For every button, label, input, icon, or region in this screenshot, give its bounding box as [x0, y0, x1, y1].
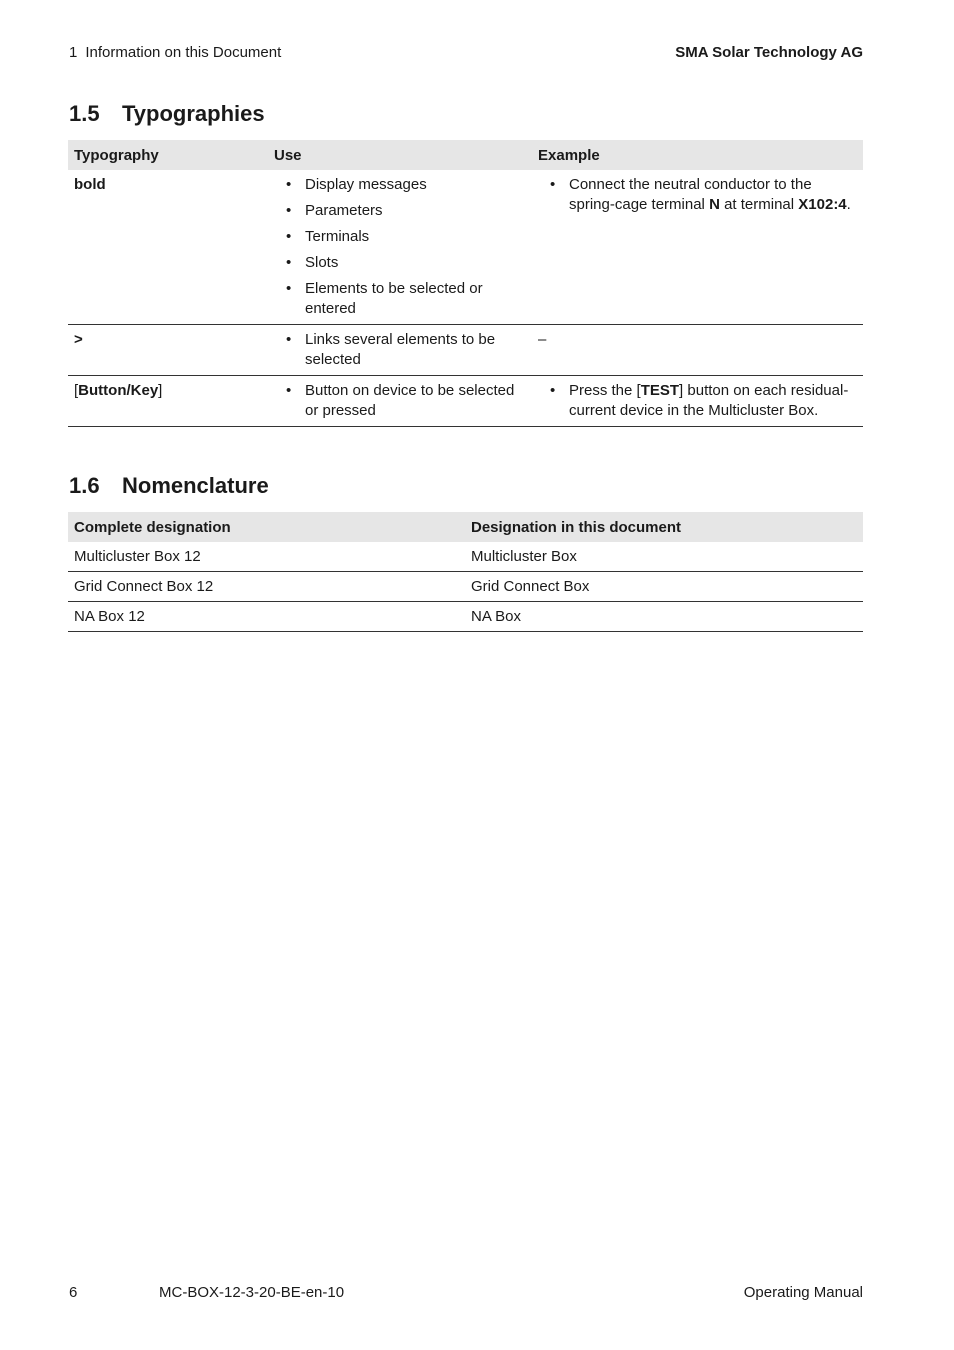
- column-header: Designation in this document: [465, 512, 863, 542]
- typographies-table: [68, 140, 863, 427]
- typography-cell: bold: [68, 170, 268, 325]
- document-designation-cell: Grid Connect Box: [465, 572, 863, 602]
- example-bold-text: X102:4: [798, 196, 847, 213]
- example-cell: [532, 170, 863, 325]
- example-text: .: [846, 196, 851, 213]
- section-title: Typographies: [122, 101, 265, 126]
- column-header: Complete designation: [68, 512, 465, 542]
- use-list: [274, 381, 526, 421]
- nomenclature-table: [68, 512, 863, 632]
- page-number: 6: [69, 1284, 78, 1301]
- complete-designation-cell: Multicluster Box 12: [68, 542, 465, 572]
- chapter-number: 1: [69, 44, 78, 61]
- example-text: Press the [: [569, 382, 641, 399]
- typography-bold-text: Button/Key: [78, 382, 159, 399]
- document-designation-cell: NA Box: [465, 602, 863, 632]
- example-bold-text: N: [709, 196, 720, 213]
- list-item: [569, 175, 857, 215]
- section-heading-nomenclature: [69, 473, 269, 499]
- example-text: at terminal: [719, 196, 799, 213]
- section-number: 1.5: [69, 101, 100, 126]
- list-item: • Terminals: [305, 227, 526, 247]
- typography-cell: >: [68, 325, 268, 376]
- use-cell: [268, 376, 532, 427]
- column-header: Typography: [68, 140, 268, 170]
- list-item: • Links several elements to be selected: [305, 330, 526, 370]
- page-footer: [69, 1284, 863, 1304]
- example-text: Connect the neutral conductor to the spring-cage terminal: [569, 176, 812, 213]
- company-name: SMA Solar Technology AG: [675, 44, 863, 61]
- table-row: [68, 602, 863, 632]
- list-item: • Parameters: [305, 201, 526, 221]
- complete-designation-cell: Grid Connect Box 12: [68, 572, 465, 602]
- document-designation-cell: Multicluster Box: [465, 542, 863, 572]
- table-row: [68, 572, 863, 602]
- column-header: Use: [268, 140, 532, 170]
- bracket-text: [: [74, 382, 79, 399]
- document-code: MC-BOX-12-3-20-BE-en-10: [159, 1284, 345, 1301]
- chapter-title: Information on this Document: [85, 44, 282, 61]
- table-header-row: [68, 140, 863, 170]
- document-type: Operating Manual: [743, 1284, 863, 1301]
- section-title: Nomenclature: [122, 473, 269, 498]
- use-cell: [268, 170, 532, 325]
- typography-cell: [68, 376, 268, 427]
- section-heading-typographies: [69, 101, 265, 127]
- example-list: [538, 381, 857, 421]
- use-list: [274, 330, 526, 370]
- bracket-text: ]: [158, 382, 163, 399]
- example-cell: [532, 376, 863, 427]
- list-item: • Slots: [305, 253, 526, 273]
- column-header: Example: [532, 140, 863, 170]
- table-row: [68, 542, 863, 572]
- table-row: [68, 170, 863, 325]
- list-item: • Display messages: [305, 175, 526, 195]
- example-bold-text: TEST: [640, 382, 680, 399]
- table-row: [68, 325, 863, 376]
- use-list: [274, 175, 526, 319]
- section-number: 1.6: [69, 473, 100, 498]
- example-list: [538, 175, 857, 215]
- table-header-row: [68, 512, 863, 542]
- example-text: ] button on each residual-current device in the Multicluster Box.: [569, 382, 849, 419]
- list-item: • Elements to be selected or entered: [305, 279, 526, 319]
- list-item: • Button on device to be selected or pressed: [305, 381, 526, 421]
- list-item: [569, 381, 857, 421]
- complete-designation-cell: NA Box 12: [68, 602, 465, 632]
- example-cell: –: [532, 325, 863, 376]
- use-cell: [268, 325, 532, 376]
- table-row: [68, 376, 863, 427]
- chapter-reference: [69, 44, 281, 61]
- page-header: [69, 44, 863, 64]
